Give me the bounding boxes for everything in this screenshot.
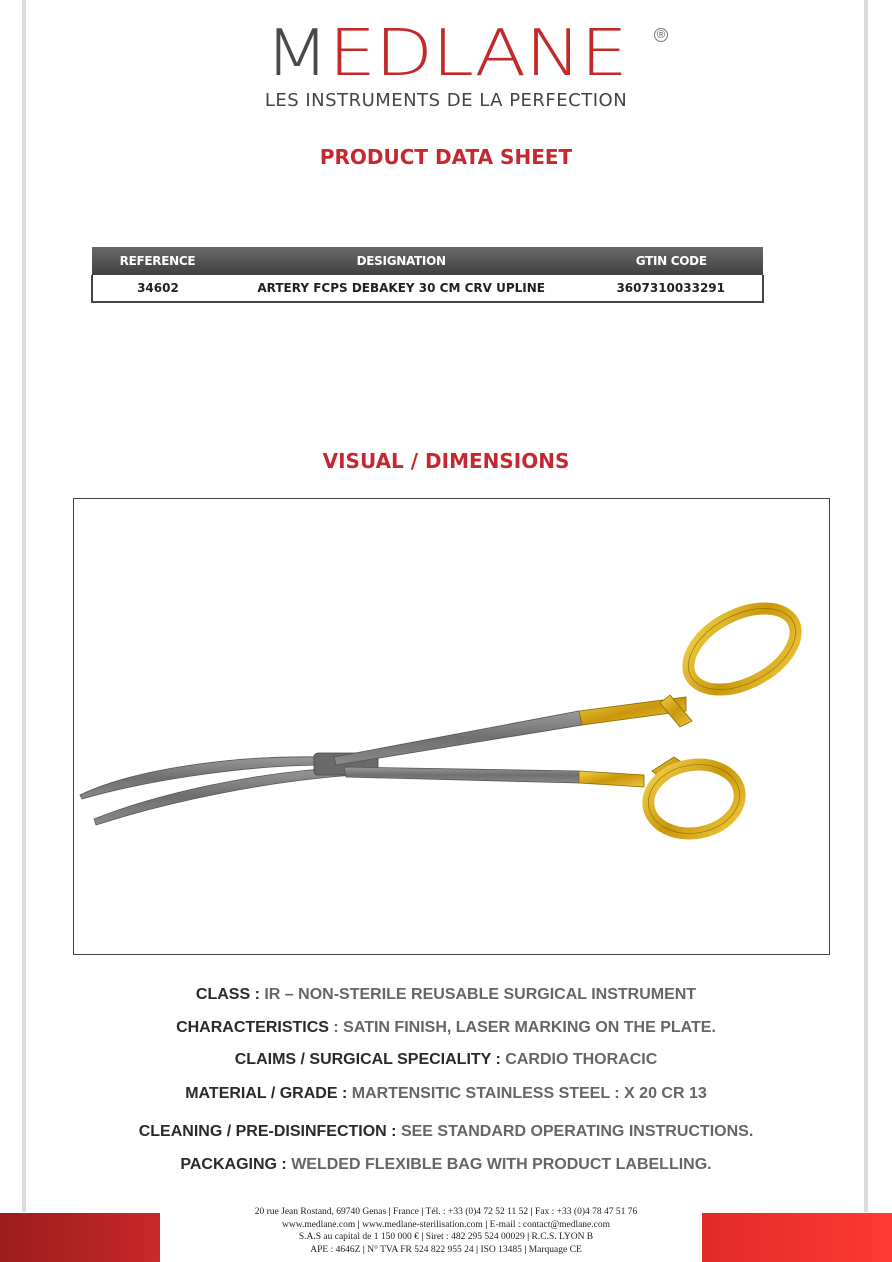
spec-value: IR – NON-STERILE REUSABLE SURGICAL INSTRUMENT: [259, 986, 697, 1003]
spec-value: MARTENSITIC STAINLESS STEEL : X 20 CR 13: [347, 1085, 707, 1102]
footer-line-registration: APE : 4646Z | N° TVA FR 524 822 955 24 | ISO 13485 | Marquage CE: [310, 1244, 582, 1255]
footer-vat: N° TVA FR 524 822 955 24: [367, 1244, 474, 1255]
product-image-frame: [73, 498, 830, 955]
cell-gtin: 3607310033291: [579, 275, 763, 302]
visual-title: VISUAL / DIMENSIONS: [322, 449, 570, 473]
footer-line-web: www.medlane.com | www.medlane-sterilisation.com | E-mail : contact@medlane.com: [281, 1219, 610, 1230]
logo-m: M: [264, 17, 329, 91]
spec-value: CARDIO THORACIC: [500, 1051, 658, 1068]
footer-phone: Tél. : +33 (0)4 72 52 11 52: [425, 1207, 529, 1217]
spec-label: MATERIAL / GRADE :: [185, 1085, 348, 1102]
footer-country: France: [393, 1207, 419, 1217]
cell-designation: ARTERY FCPS DEBAKEY 30 CM CRV UPLINE: [223, 275, 580, 302]
spec-value: SEE STANDARD OPERATING INSTRUCTIONS.: [396, 1123, 754, 1140]
data-sheet-title: PRODUCT DATA SHEET: [319, 145, 573, 169]
spec-class: [0, 986, 892, 1004]
footer-ape: APE : 4646Z: [310, 1244, 361, 1255]
footer-address: 20 rue Jean Rostand, 69740 Genas: [254, 1207, 387, 1217]
spec-cleaning: [0, 1123, 892, 1141]
footer-ce: Marquage CE: [528, 1244, 582, 1255]
table-row: [92, 275, 763, 302]
logo-rest: EDLANE: [328, 17, 628, 91]
forceps-illustration: [74, 499, 831, 956]
spec-value: WELDED FLEXIBLE BAG WITH PRODUCT LABELLING.: [286, 1156, 712, 1173]
header-designation: DESIGNATION: [223, 247, 580, 275]
footer-line-legal: S.A.S au capital de 1 150 000 € | Siret : 482 295 524 00029 | R.C.S. LYON B: [298, 1232, 594, 1242]
medlane-logo: [0, 18, 892, 90]
spec-packaging: [0, 1156, 892, 1174]
footer-sterilisation-link[interactable]: www.medlane-sterilisation.com: [362, 1219, 483, 1230]
spec-label: CLAIMS / SURGICAL SPECIALITY :: [234, 1051, 501, 1068]
footer-rcs: R.C.S. LYON B: [531, 1232, 594, 1242]
spec-value: : SATIN FINISH, LASER MARKING ON THE PLATE.: [328, 1019, 716, 1036]
footer-iso: ISO 13485: [480, 1244, 522, 1255]
footer-line-address: 20 rue Jean Rostand, 69740 Genas | France | Tél. : +33 (0)4 72 52 11 52 | Fax : +33 (0)4 78 47 51 76: [254, 1207, 638, 1217]
footer-email-link[interactable]: E-mail : contact@medlane.com: [489, 1219, 610, 1230]
spec-claims: [0, 1051, 892, 1069]
product-table: [91, 247, 764, 303]
table-header-row: [92, 247, 763, 275]
footer-capital: S.A.S au capital de 1 150 000 €: [298, 1232, 419, 1242]
spec-label: CHARACTERISTICS: [176, 1019, 329, 1036]
spec-label: CLEANING / PRE-DISINFECTION :: [138, 1123, 397, 1140]
header-reference: REFERENCE: [92, 247, 223, 275]
footer-fax: Fax : +33 (0)4 78 47 51 76: [535, 1207, 638, 1217]
footer-siret: Siret : 482 295 524 00029: [425, 1232, 525, 1242]
spec-characteristics: [0, 1019, 892, 1037]
header-gtin: GTIN CODE: [579, 247, 763, 275]
brand-tagline: LES INSTRUMENTS DE LA PERFECTION: [264, 90, 628, 111]
company-footer: [0, 1206, 892, 1256]
spec-label: CLASS :: [195, 986, 260, 1003]
spec-label: PACKAGING :: [180, 1156, 287, 1173]
logo-wordmark: [265, 18, 627, 90]
spec-material: [0, 1085, 892, 1103]
cell-reference: 34602: [92, 275, 223, 302]
footer-website-link[interactable]: www.medlane.com: [281, 1219, 356, 1230]
registered-mark: ®: [654, 28, 668, 42]
